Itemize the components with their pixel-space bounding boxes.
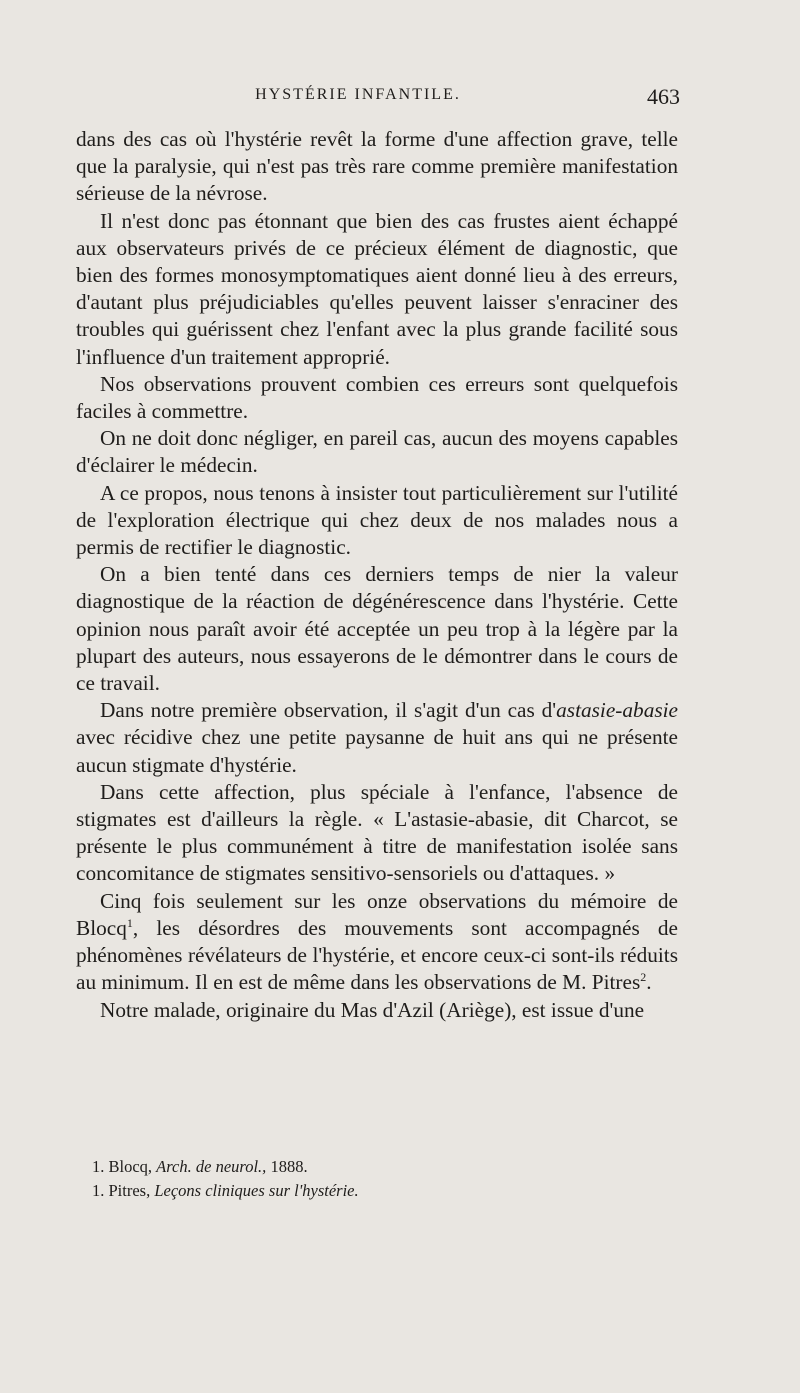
running-head: HYSTÉRIE INFANTILE.	[255, 86, 461, 103]
paragraph: A ce propos, nous tenons à insister tout particulièrement sur l'utilité de l'exploration électrique qui chez deux de nos malades nous a permis de rectifier le diagnostic.	[76, 480, 678, 560]
paragraph	[76, 888, 678, 997]
footnotes	[92, 1155, 652, 1203]
paragraph	[76, 697, 678, 779]
footnote	[92, 1155, 652, 1179]
footnote	[92, 1179, 652, 1203]
paragraph: Notre malade, originaire du Mas d'Azil (Ariège), est issue d'une	[100, 997, 645, 1022]
text-run: , les désordres des mouvements sont accompagnés de phénomènes révélateurs de l'hystérie, et encore ceux-ci sont-ils réduits au minimum. Il en est de même dans les observations de M. Pitres	[76, 915, 678, 995]
footnote-number: 1.	[92, 1181, 105, 1200]
footnote-ref: 2	[640, 970, 647, 985]
footnote-title: Arch. de neurol.,	[156, 1157, 267, 1176]
italic-term: astasie-abasie	[556, 698, 678, 723]
text-run: .	[646, 970, 652, 995]
footnote-ref: 1	[126, 915, 133, 930]
text-run: Dans notre première observation, il s'agit d'un cas d'	[100, 698, 557, 723]
paragraph: dans des cas où l'hystérie revêt la forme d'une affection grave, telle que la paralysie, qui n'est pas très rare comme première manifestation sérieuse de la névrose.	[76, 127, 678, 206]
text-run: avec récidive chez une petite paysanne de huit ans qui ne présente aucun stigmate d'hystérie.	[76, 725, 678, 777]
page-header	[76, 86, 680, 120]
paragraph: On ne doit donc négliger, en pareil cas, aucun des moyens capables d'éclairer le médecin.	[76, 426, 678, 478]
footnote-author: Pitres,	[108, 1181, 151, 1200]
footnote-year: 1888.	[270, 1157, 308, 1176]
body-text	[76, 126, 678, 1024]
page-number: 463	[647, 84, 680, 109]
text-run: Cinq fois seulement sur les onze observations du mémoire de Blocq	[76, 888, 678, 940]
paragraph: Dans cette affection, plus spéciale à l'enfance, l'absence de stigmates est d'ailleurs la règle. « L'astasie-abasie, dit Charcot, se présente le plus communément à titre de manifestation isolée sans concomitance de stigmates sensitivo-sensoriels ou d'attaques. »	[76, 779, 678, 886]
footnote-title: Leçons cliniques sur l'hystérie.	[154, 1181, 359, 1200]
paragraph: Nos observations prouvent combien ces erreurs sont quelquefois faciles à commettre.	[76, 371, 678, 424]
paragraph: On a bien tenté dans ces derniers temps de nier la valeur diagnostique de la réaction de dégénérescence dans l'hystérie. Cette opinion nous paraît avoir été acceptée un peu trop à la légère par la plupart des auteurs, nous essayerons de le démontrer dans le cours de ce travail.	[76, 562, 678, 696]
footnote-author: Blocq,	[108, 1157, 153, 1176]
footnote-number: 1.	[92, 1157, 105, 1176]
paragraph: Il n'est donc pas étonnant que bien des cas frustes aient échappé aux observateurs privés de ce précieux élément de diagnostic, que bien des formes monosymptomatiques aient donné lieu à des erreurs, d'autant plus préjudiciables qu'elles peuvent laisser s'enraciner des troubles qui guérissent chez l'enfant avec la plus grande facilité sous l'influence d'un traitement approprié.	[76, 208, 678, 369]
